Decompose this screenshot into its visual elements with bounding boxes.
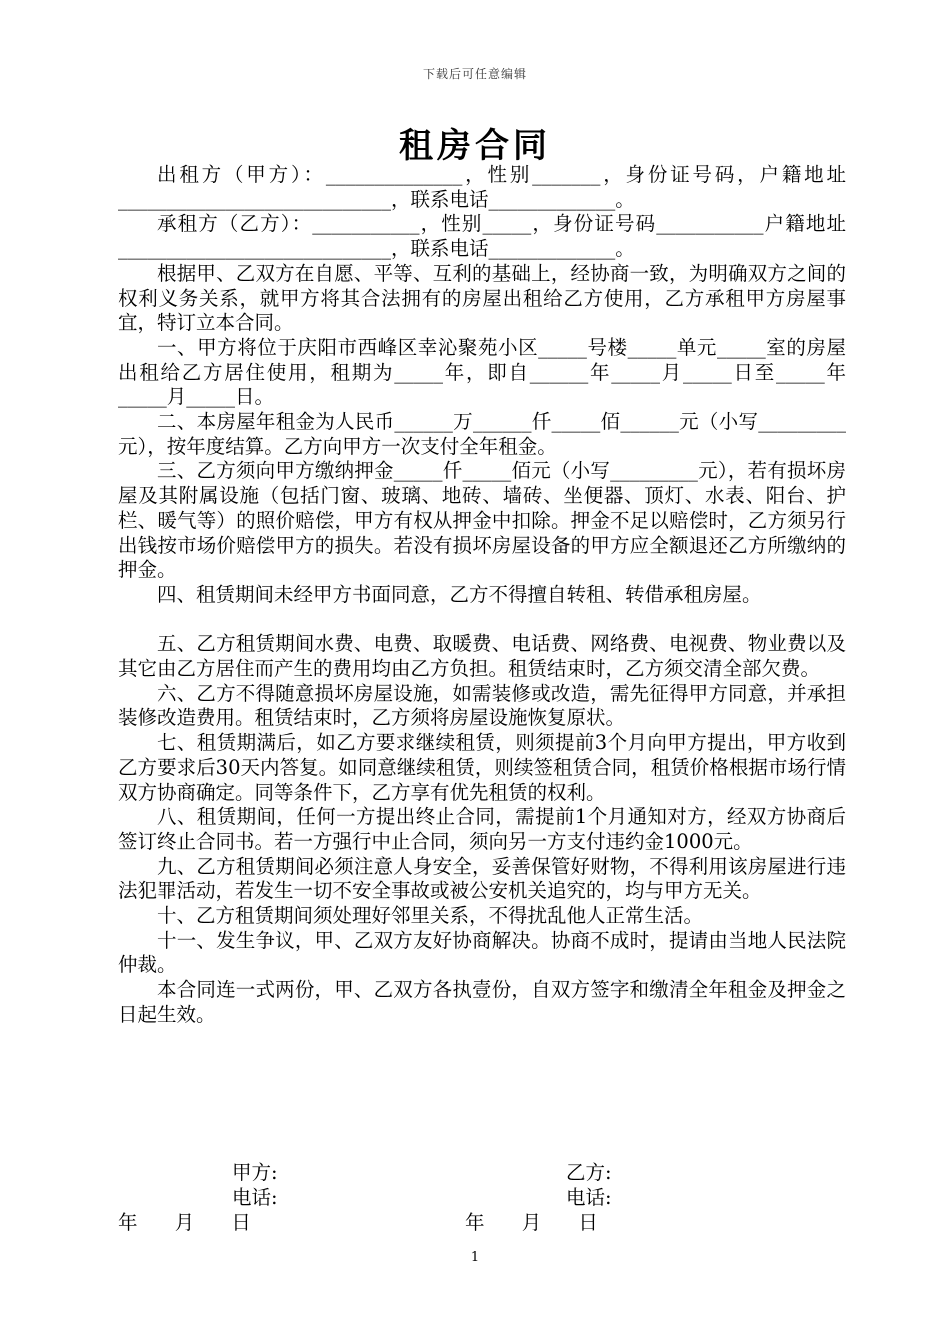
lessee-info: 承租方（乙方）：___________，性别_____，身份证号码___________户籍地址____________________________，联系电话_____________。 [118,212,846,261]
clause-2: 二、本房屋年租金为人民币______万______仟_____佰______元（小写_________元），按年度结算。乙方向甲方一次支付全年租金。 [118,410,846,458]
clause-9: 九、乙方租赁期间必须注意人身安全，妥善保管好财物，不得利用该房屋进行违法犯罪活动，若发生一切不安全事故或被公安机关追究的，均与甲方无关。 [118,854,846,903]
clause-3: 三、乙方须向甲方缴纳押金_____仟_____佰元（小写_________元），若有损坏房屋及其附属设施（包括门窗、玻璃、地砖、墙砖、坐便器、顶灯、水表、阳台、护栏、暖气等）的照价赔偿，甲方有权从押金中扣除。押金不足以赔偿时，乙方须另行出钱按市场价赔偿甲方的损失。若没有损坏房屋设备的甲方应全额退还乙方所缴纳的押金。 [118,459,846,582]
party-b-phone: 电话: [566,1186,612,1209]
clause-7: 七、租赁期满后，如乙方要求继续租赁，则须提前3个月向甲方提出，甲方收到乙方要求后30天内答复。如同意继续租赁，则续签租赁合同，租赁价格根据市场行情双方协商确定。同等条件下，乙方享有优先租赁的权利。 [118,731,846,804]
contract-body [118,163,846,1028]
blank-line [118,608,846,633]
page-number: 1 [470,1250,480,1265]
party-a-phone: 电话: [232,1186,278,1209]
header-note: 下载后可任意编辑 [422,67,527,81]
clause-5: 五、乙方租赁期间水费、电费、取暖费、电话费、网络费、电视费、物业费以及其它由乙方居住而产生的费用均由乙方负担。租赁结束时，乙方须交清全部欠费。 [118,632,846,681]
document-title: 租房合同 [399,126,551,166]
clause-11: 十一、发生争议，甲、乙双方友好协商解决。协商不成时，提请由当地人民法院仲裁。 [118,928,846,977]
clause-1: 一、甲方将位于庆阳市西峰区幸沁聚苑小区_____号楼_____单元_____室的房屋出租给乙方居住使用，租期为_____年，即自______年_____月_____日至_____年_____月_____日。 [118,335,846,409]
closing-clause: 本合同连一式两份，甲、乙双方各执壹份，自双方签字和缴清全年租金及押金之日起生效。 [118,978,846,1026]
preamble: 根据甲、乙双方在自愿、平等、互利的基础上，经协商一致，为明确双方之间的权利义务关系，就甲方将其合法拥有的房屋出租给乙方使用，乙方承租甲方房屋事宜，特订立本合同。 [118,261,846,335]
party-a-label: 甲方: [232,1161,278,1184]
clause-4: 四、租赁期间未经甲方书面同意，乙方不得擅自转租、转借承租房屋。 [157,582,762,606]
clause-10: 十、乙方租赁期间须处理好邻里关系，不得扰乱他人正常生活。 [157,904,704,928]
date-right: 年 月 日 [465,1211,598,1234]
party-b-label: 乙方: [566,1161,612,1184]
clause-8: 八、租赁期间，任何一方提出终止合同，需提前1个月通知对方，经双方协商后签订终止合同书。若一方强行中止合同，须向另一方支付违约金1000元。 [118,805,846,853]
date-left: 年 月 日 [118,1211,251,1234]
lessor-info: 出租方（甲方）：______________，性别_______，身份证号码，户籍地址____________________________，联系电话_____________。 [118,163,846,211]
clause-6: 六、乙方不得随意损坏房屋设施，如需装修或改造，需先征得甲方同意，并承担装修改造费用。租赁结束时，乙方须将房屋设施恢复原状。 [118,681,846,730]
